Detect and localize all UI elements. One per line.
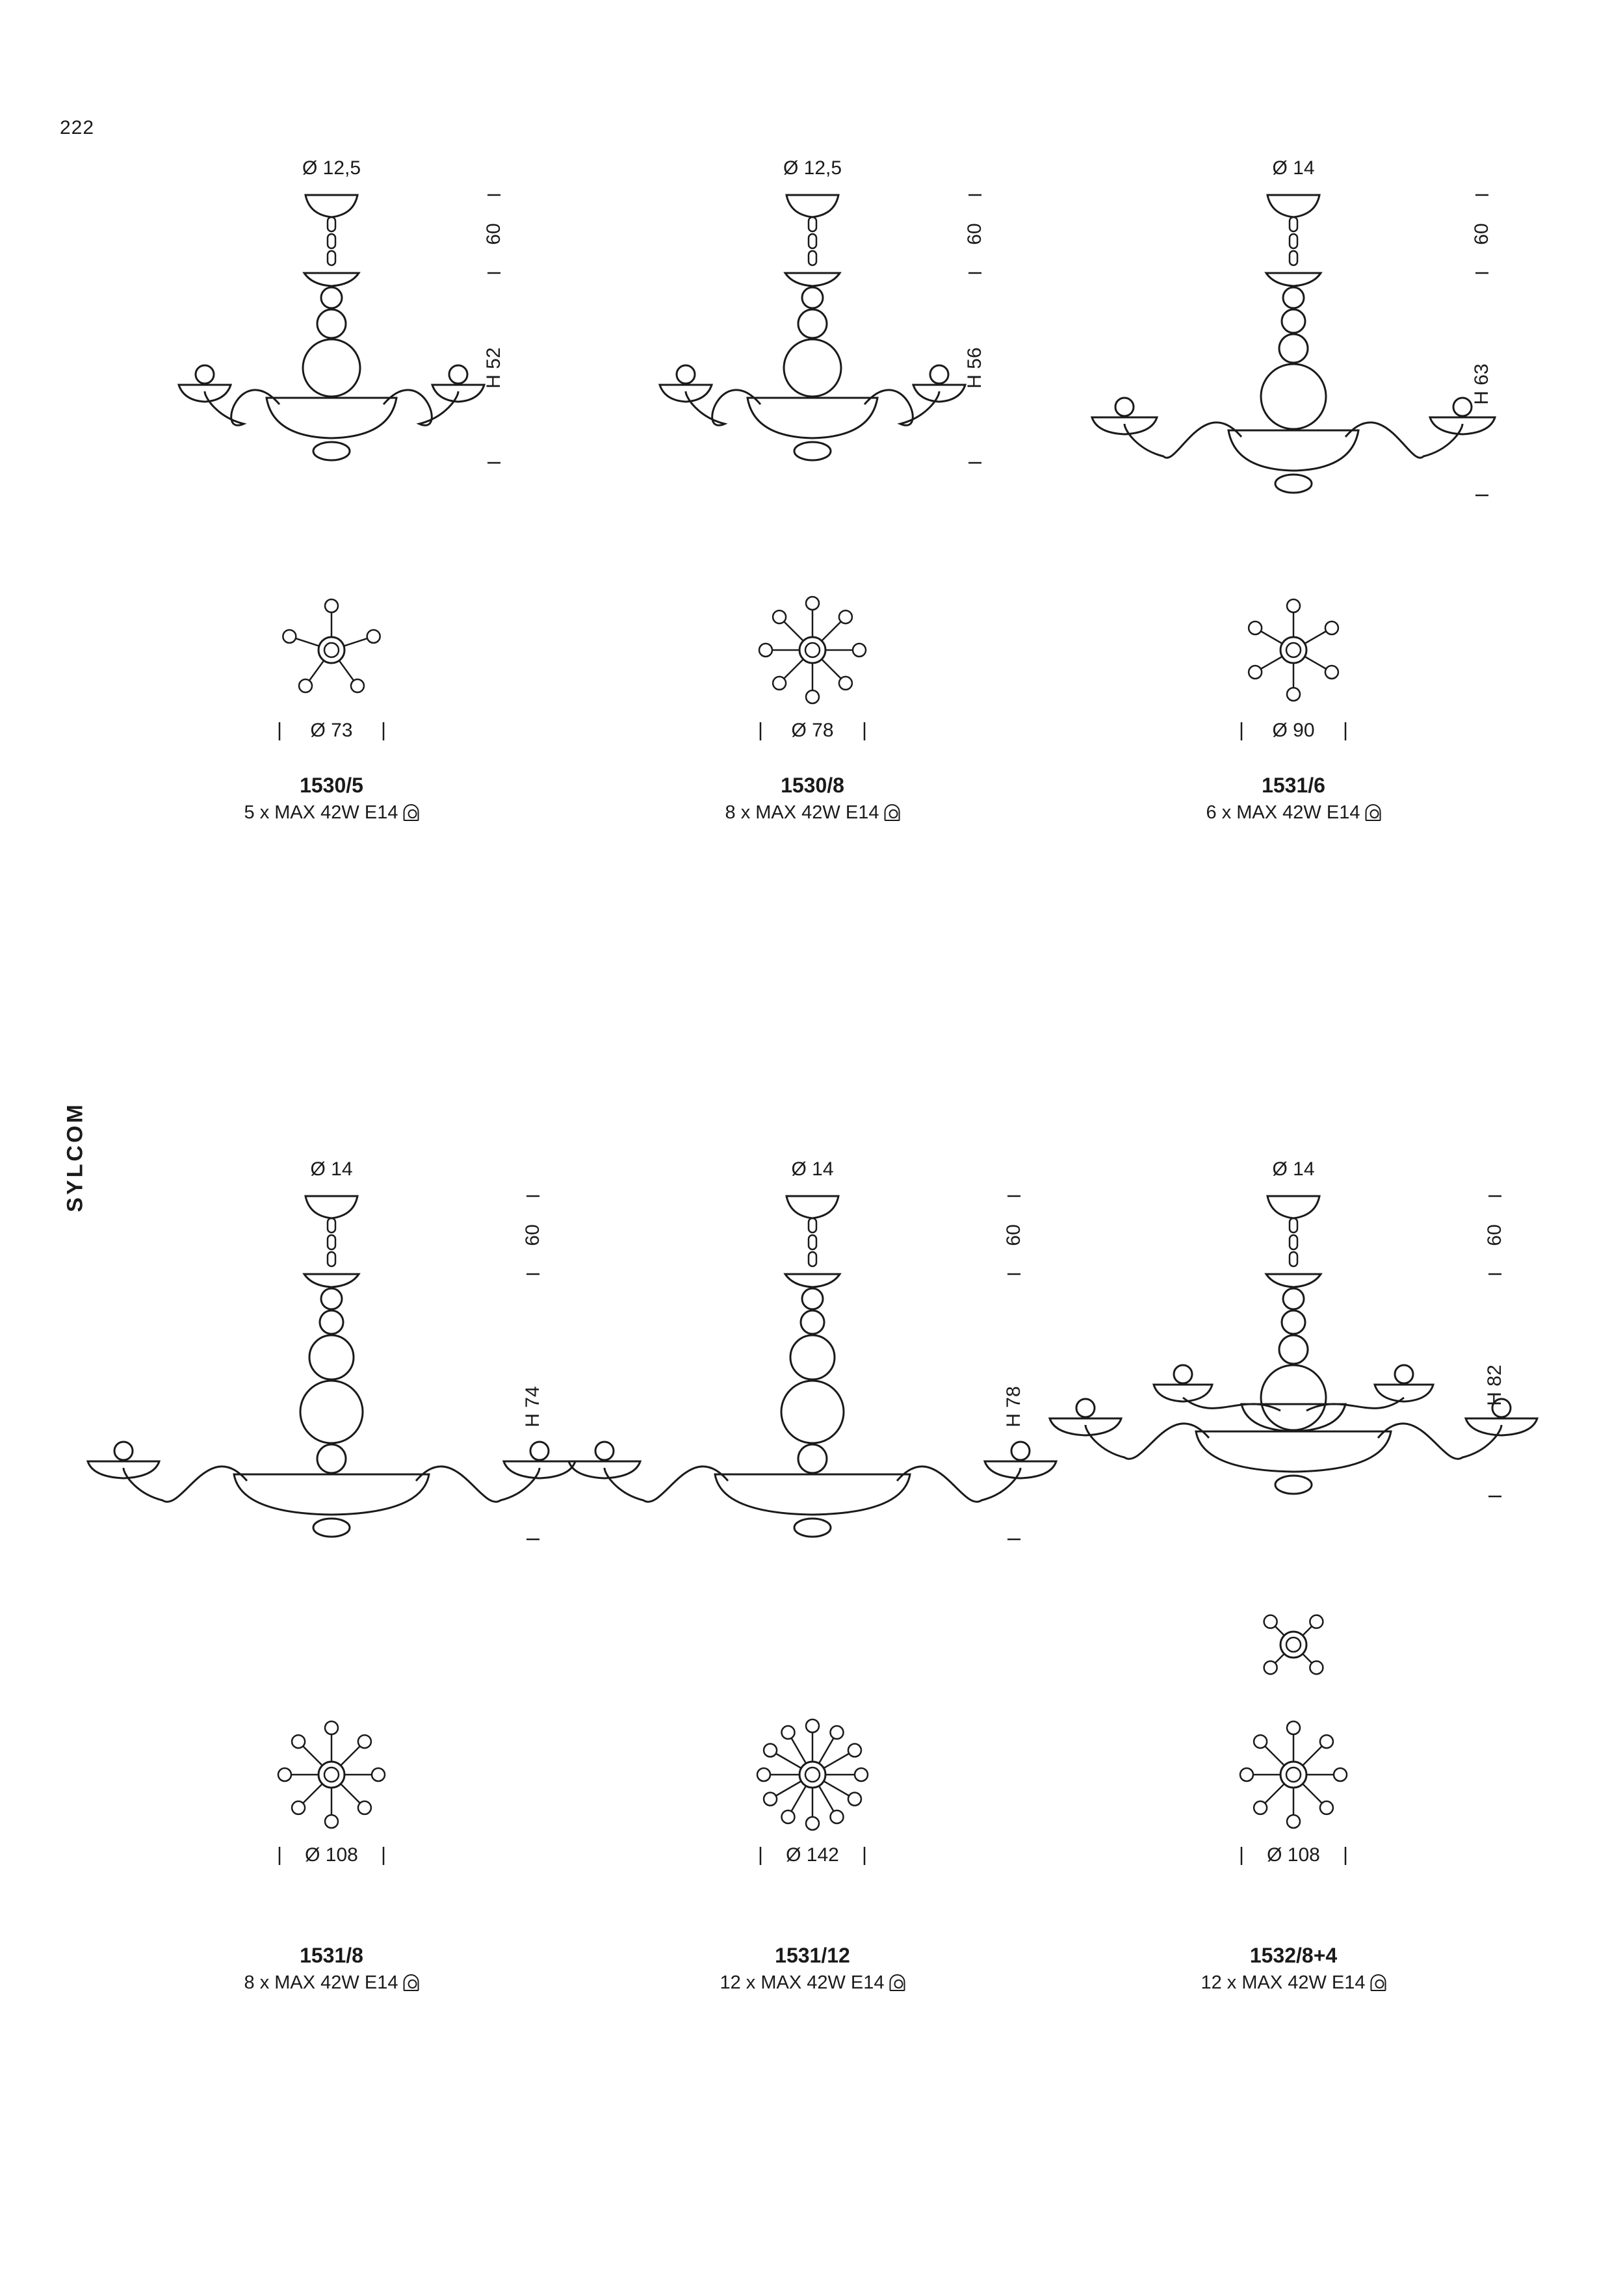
lamp-spec-text: 6 x MAX 42W E14 [1206, 802, 1360, 823]
upper-plan-bulb [1264, 1661, 1277, 1674]
plan-view [1240, 1615, 1347, 1828]
plan-bulb [325, 1815, 338, 1828]
lamp-spec-text: 8 x MAX 42W E14 [725, 802, 879, 823]
product-cell [1144, 150, 1623, 1190]
plan-bulb [782, 1726, 795, 1739]
upper-candle-cup [1375, 1385, 1433, 1402]
canopy-shape [305, 195, 357, 217]
bulb-globe [1011, 1442, 1030, 1460]
chain-length-label: 60 [1484, 1224, 1505, 1246]
bulb-globe [530, 1442, 549, 1460]
chain-link [809, 1235, 816, 1249]
plan-view [278, 1721, 385, 1828]
plan-hub-outer [799, 637, 825, 663]
plan-view [1249, 599, 1338, 701]
plan-bulb [855, 1768, 868, 1781]
plan-bulb [806, 1817, 819, 1830]
plan-hub-inner [805, 1768, 820, 1782]
plan-bulb [292, 1801, 305, 1814]
chain-link [328, 217, 335, 231]
plan-bulb [1254, 1735, 1267, 1748]
bulb-globe [449, 365, 467, 384]
upper-bulb-globe [1174, 1365, 1192, 1383]
upper-bulb-globe [1395, 1365, 1413, 1383]
plan-bulb [367, 630, 380, 643]
body-height-label: H 82 [1484, 1364, 1505, 1406]
plan-bulb [325, 1721, 338, 1734]
lamp-spec [244, 1972, 419, 1994]
plan-bulb [351, 679, 364, 692]
chain-link [328, 1235, 335, 1249]
plan-bulb [1249, 666, 1262, 679]
plan-diameter-label: Ø 108 [1267, 1844, 1320, 1866]
plan-view [757, 1719, 868, 1830]
plan-view [759, 597, 866, 703]
collar-dish [304, 273, 359, 286]
upper-bowl [1241, 1404, 1345, 1431]
central-bowl [715, 1474, 910, 1515]
plan-bulb [782, 1810, 795, 1823]
central-bowl [266, 398, 396, 438]
plan-bulb [839, 610, 852, 623]
stem-sphere [1261, 1365, 1326, 1430]
plan-hub-outer [799, 1762, 825, 1788]
stem-sphere [1261, 364, 1326, 429]
upper-plan-bulb [1310, 1615, 1323, 1628]
chain-length-label: 60 [1471, 223, 1492, 245]
plan-diameter-label: Ø 108 [305, 1844, 358, 1866]
upper-plan-bulb [1264, 1615, 1277, 1628]
bottom-finial [1275, 475, 1312, 493]
stem-sphere [321, 287, 342, 308]
collar-dish [1266, 1274, 1321, 1287]
stem-sphere [1279, 1335, 1308, 1364]
body-height-label: H 63 [1471, 363, 1492, 405]
side-arm [897, 1467, 1020, 1502]
upper-plan-hub [1280, 1632, 1306, 1658]
stem-sphere [1283, 1288, 1304, 1309]
side-arm [123, 1467, 247, 1502]
bulb-globe [114, 1442, 133, 1460]
collar-dish [1266, 273, 1321, 286]
plan-bulb [773, 610, 786, 623]
model-number: 1530/8 [781, 774, 844, 797]
model-number: 1531/12 [775, 1944, 850, 1967]
body-height-label: H 74 [522, 1386, 543, 1428]
chain-length-label: 60 [964, 223, 985, 245]
chain-link [809, 234, 816, 248]
canopy-shape [1267, 195, 1319, 217]
central-bowl [234, 1474, 429, 1515]
model-number: 1532/8+4 [1249, 1944, 1338, 1967]
plan-bulb [299, 679, 312, 692]
central-bowl [747, 398, 877, 438]
plan-bulb [358, 1735, 371, 1748]
stem-sphere [781, 1381, 844, 1443]
plan-bulb [853, 644, 866, 657]
plan-bulb [757, 1768, 770, 1781]
chain-link [328, 1218, 335, 1233]
side-arm [1378, 1424, 1501, 1459]
plan-hub-inner [324, 643, 339, 657]
stem-sphere [802, 1288, 823, 1309]
lamp-spec [1206, 802, 1381, 824]
stem-sphere [1283, 287, 1304, 308]
canopy-shape [786, 1196, 838, 1218]
plan-bulb [1320, 1801, 1333, 1814]
model-number: 1531/6 [1262, 774, 1325, 797]
lamp-spec [1201, 1972, 1386, 1994]
upper-candle-cup [1154, 1385, 1212, 1402]
plan-bulb [1287, 599, 1300, 612]
chandelier-drawing [663, 1151, 1144, 2191]
plan-bulb [848, 1793, 861, 1806]
collar-dish [785, 1274, 840, 1287]
bottom-finial [313, 442, 350, 460]
plan-bulb [358, 1801, 371, 1814]
product-cell [182, 150, 663, 1190]
plan-bulb [773, 677, 786, 690]
stem-sphere [802, 287, 823, 308]
plan-bulb [1325, 621, 1338, 634]
stem-sphere [317, 309, 346, 338]
plan-bulb [325, 599, 338, 612]
central-bowl [1228, 430, 1358, 471]
upper-plan-bulb [1310, 1661, 1323, 1674]
plan-bulb [1334, 1768, 1347, 1781]
chain-length-label: 60 [1003, 1224, 1024, 1246]
chain-link [1290, 1235, 1297, 1249]
plan-bulb [1287, 1721, 1300, 1734]
bulb-symbol-icon [890, 1974, 905, 1991]
stem-sphere [790, 1335, 835, 1379]
product-cell [1144, 1151, 1623, 2191]
side-arm [1345, 423, 1462, 458]
top-diameter-label: Ø 14 [1272, 157, 1315, 179]
plan-hub-inner [805, 643, 820, 657]
bulb-symbol-icon [1371, 1974, 1386, 1991]
plan-bulb [1254, 1801, 1267, 1814]
stem-sphere [300, 1381, 363, 1443]
plan-bulb [759, 644, 772, 657]
plan-bulb [806, 690, 819, 703]
product-cell [182, 1151, 663, 2191]
plan-hub-inner [1286, 643, 1301, 657]
chandelier-drawing [182, 1151, 663, 2191]
plan-bulb [1287, 1815, 1300, 1828]
chain-link [1290, 1252, 1297, 1266]
plan-hub-inner [324, 1768, 339, 1782]
lamp-spec-text: 12 x MAX 42W E14 [720, 1972, 885, 1993]
central-bowl [1196, 1431, 1391, 1472]
plan-diameter-label: Ø 90 [1272, 720, 1315, 741]
stem-sphere [317, 1444, 346, 1473]
product-cell [663, 150, 1144, 1190]
bulb-symbol-icon [403, 804, 419, 821]
upper-plan-hub-inner [1286, 1637, 1301, 1652]
model-number: 1531/8 [300, 1944, 363, 1967]
bottom-finial [794, 442, 831, 460]
lamp-spec-text: 8 x MAX 42W E14 [244, 1972, 398, 1993]
canopy-shape [305, 1196, 357, 1218]
page-number: 222 [60, 117, 95, 138]
chain-link [809, 217, 816, 231]
stem-sphere [321, 1288, 342, 1309]
plan-bulb [1249, 621, 1262, 634]
plan-bulb [839, 677, 852, 690]
stem-sphere [798, 1444, 827, 1473]
plan-bulb [831, 1810, 844, 1823]
bottom-finial [313, 1519, 350, 1537]
plan-bulb [806, 1719, 819, 1732]
plan-diameter-label: Ø 78 [791, 720, 834, 741]
body-height-label: H 78 [1003, 1386, 1024, 1428]
bulb-symbol-icon [1365, 804, 1381, 821]
top-diameter-label: Ø 14 [791, 1158, 834, 1180]
brand-label: SYLCOM [62, 1102, 88, 1212]
plan-bulb [278, 1768, 291, 1781]
plan-bulb [806, 597, 819, 610]
plan-bulb [372, 1768, 385, 1781]
plan-bulb [831, 1726, 844, 1739]
chain-link [1290, 1218, 1297, 1233]
chandelier-drawing [663, 150, 1144, 1190]
body-height-label: H 52 [483, 347, 504, 389]
plan-bulb [1325, 666, 1338, 679]
stem-sphere [309, 1335, 354, 1379]
stem-sphere [798, 309, 827, 338]
top-diameter-label: Ø 14 [1272, 1158, 1315, 1180]
plan-hub-outer [1280, 637, 1306, 663]
chain-length-label: 60 [522, 1224, 543, 1246]
body-height-label: H 56 [964, 347, 985, 389]
bulb-symbol-icon [403, 1974, 419, 1991]
plan-hub-outer [318, 637, 344, 663]
chain-link [809, 1252, 816, 1266]
bottom-finial [794, 1519, 831, 1537]
stem-sphere [320, 1311, 343, 1334]
plan-hub-outer [1280, 1762, 1306, 1788]
stem-sphere [801, 1311, 824, 1334]
plan-bulb [848, 1744, 861, 1757]
side-arm [416, 1467, 539, 1502]
plan-bulb [1320, 1735, 1333, 1748]
chain-link [328, 234, 335, 248]
model-number: 1530/5 [300, 774, 363, 797]
stem-sphere [784, 339, 841, 397]
chain-link [328, 251, 335, 265]
collar-dish [304, 1274, 359, 1287]
top-diameter-label: Ø 14 [310, 1158, 353, 1180]
plan-hub-inner [1286, 1768, 1301, 1782]
chandelier-drawing [1144, 150, 1623, 1190]
stem-sphere [1279, 334, 1308, 363]
bulb-globe [930, 365, 948, 384]
chandelier-drawing [1144, 1151, 1623, 2191]
plan-view [283, 599, 380, 692]
chandelier-drawing [182, 150, 663, 1190]
canopy-shape [1267, 1196, 1319, 1218]
plan-bulb [1287, 688, 1300, 701]
bulb-globe [677, 365, 695, 384]
collar-dish [785, 273, 840, 286]
plan-bulb [1240, 1768, 1253, 1781]
lamp-spec-text: 12 x MAX 42W E14 [1201, 1972, 1366, 1993]
stem-sphere [1282, 1311, 1305, 1334]
plan-bulb [764, 1744, 777, 1757]
plan-diameter-label: Ø 142 [786, 1844, 839, 1866]
top-diameter-label: Ø 12,5 [783, 157, 842, 179]
canopy-shape [786, 195, 838, 217]
bottom-finial [1275, 1476, 1312, 1494]
plan-bulb [764, 1793, 777, 1806]
plan-diameter-label: Ø 73 [310, 720, 353, 741]
plan-hub-outer [318, 1762, 344, 1788]
bulb-symbol-icon [884, 804, 900, 821]
lamp-spec [720, 1972, 905, 1994]
chain-link [1290, 217, 1297, 231]
product-cell [663, 1151, 1144, 2191]
chain-link [809, 251, 816, 265]
lamp-spec [725, 802, 900, 824]
plan-bulb [283, 630, 296, 643]
top-diameter-label: Ø 12,5 [302, 157, 361, 179]
lamp-spec-text: 5 x MAX 42W E14 [244, 802, 398, 823]
bulb-globe [196, 365, 214, 384]
chain-link [809, 1218, 816, 1233]
stem-sphere [303, 339, 360, 397]
bulb-globe [1453, 398, 1472, 416]
stem-sphere [1282, 309, 1305, 333]
chain-length-label: 60 [483, 223, 504, 245]
chain-link [1290, 234, 1297, 248]
chain-link [1290, 251, 1297, 265]
plan-bulb [292, 1735, 305, 1748]
chain-link [328, 1252, 335, 1266]
lamp-spec [244, 802, 419, 824]
